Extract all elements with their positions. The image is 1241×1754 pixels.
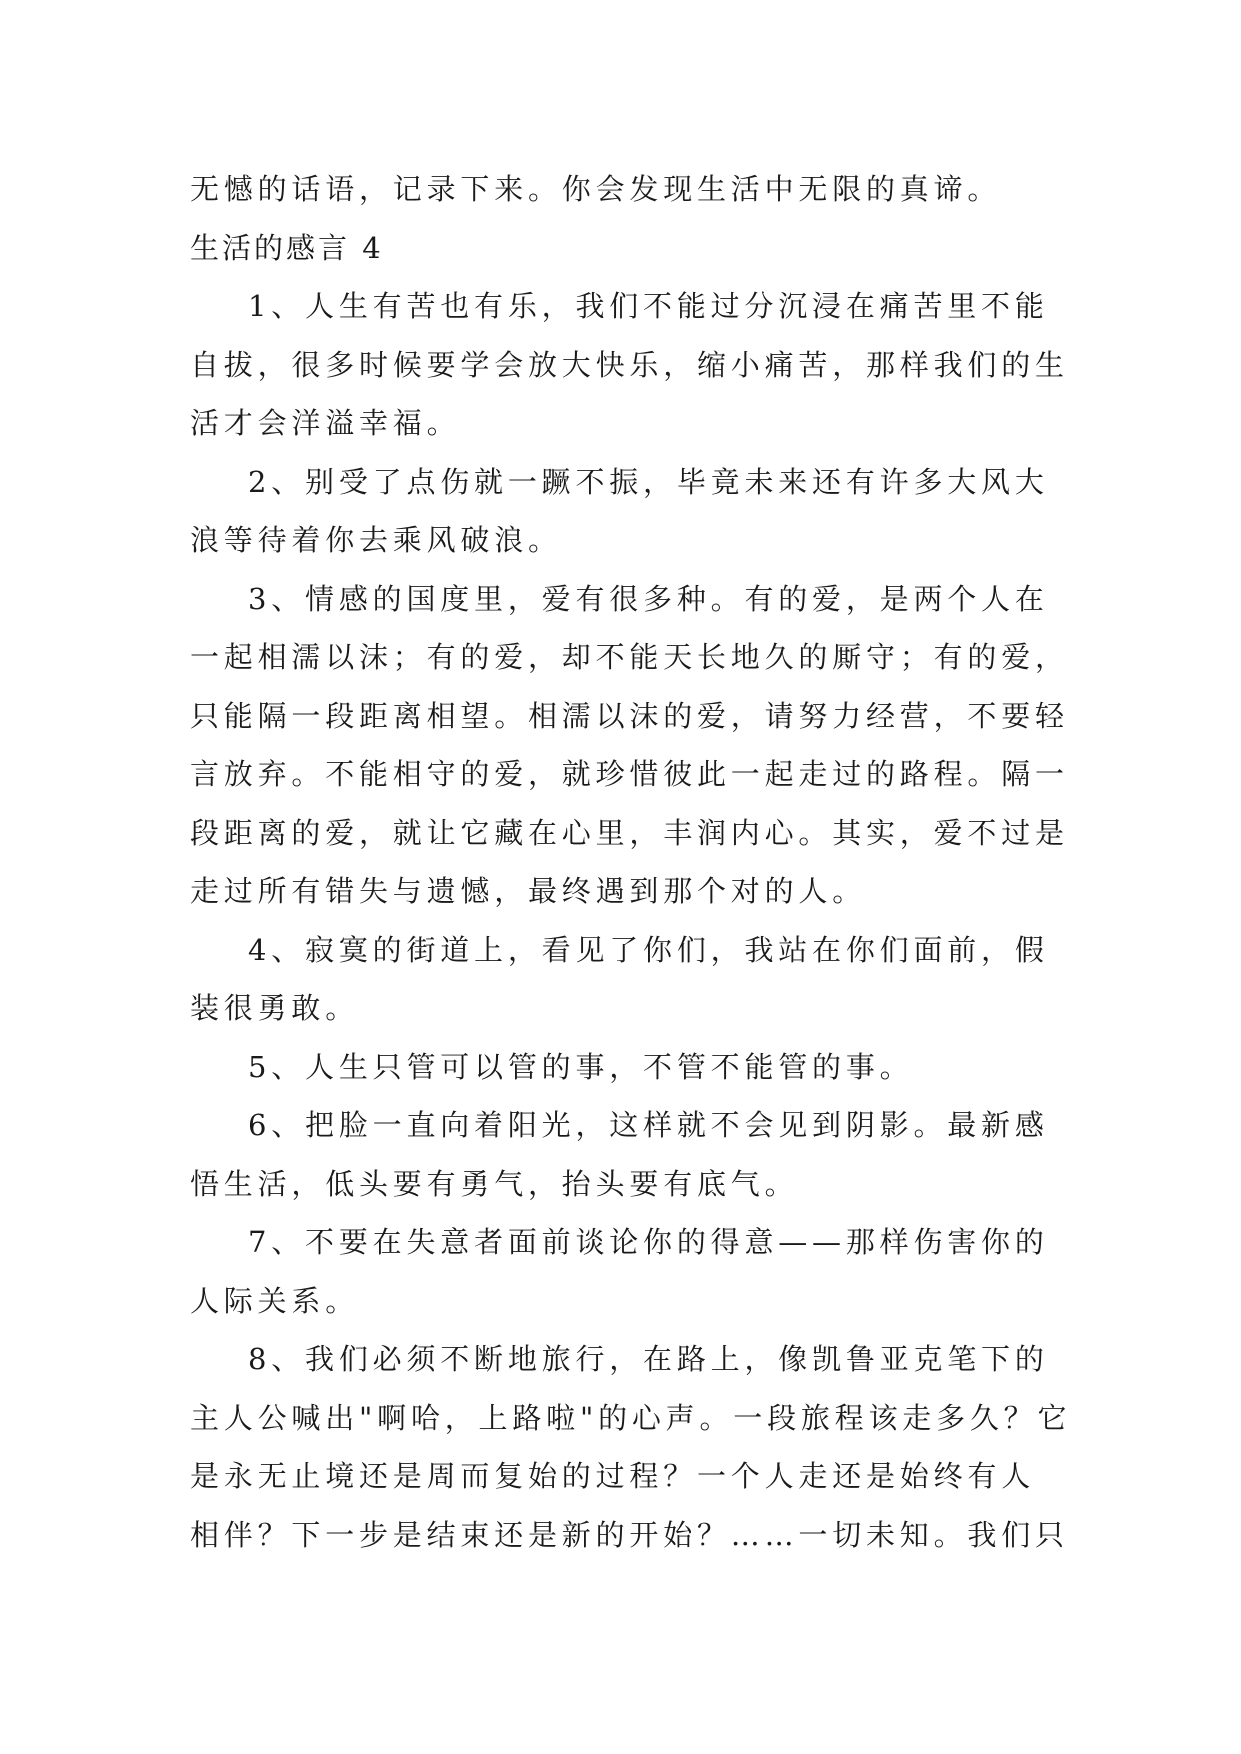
paragraph-line: 自拔，很多时候要学会放大快乐，缩小痛苦，那样我们的生	[190, 347, 1069, 382]
paragraph-5	[190, 1038, 1062, 1097]
paragraph-line: 人际关系。	[190, 1283, 360, 1318]
paragraph-line: 6、把脸一直向着阳光，这样就不会见到阴影。最新感	[248, 1108, 1049, 1142]
paragraph-line: 2、别受了点伤就一蹶不振，毕竟未来还有许多大风大	[248, 464, 1049, 499]
paragraph-line: 3、情感的国度里，爱有很多种。有的爱，是两个人在	[248, 581, 1049, 616]
paragraph-2	[190, 453, 1062, 570]
document-body	[190, 160, 1072, 1564]
paragraph-line: 是永无止境还是周而复始的过程？一个人走还是始终有人	[190, 1459, 1036, 1493]
paragraph-3	[190, 570, 1069, 921]
paragraph-line: 言放弃。不能相守的爱，就珍惜彼此一起走过的路程。隔一	[190, 757, 1069, 791]
paragraph-line: 4、寂寞的街道上，看见了你们，我站在你们面前，假	[248, 932, 1049, 967]
paragraph-line: 主人公喊出"啊哈，上路啦"的心声。一段旅程该走多久？它	[190, 1400, 1072, 1435]
section-heading: 生活的感言 4	[190, 230, 384, 265]
paragraph-line: 装很勇敢。	[190, 991, 360, 1025]
paragraph-line: 活才会洋溢幸福。	[190, 406, 461, 440]
paragraph-6	[190, 1096, 1062, 1213]
paragraph-4	[190, 921, 1062, 1038]
paragraph-line: 8、我们必须不断地旅行，在路上，像凯鲁亚克笔下的	[248, 1342, 1049, 1376]
paragraph-line: 相伴？下一步是结束还是新的开始？……一切未知。我们只	[190, 1517, 1069, 1552]
paragraph-line: 浪等待着你去乘风破浪。	[190, 523, 562, 557]
paragraph-8	[190, 1330, 1072, 1564]
paragraph-line: 5、人生只管可以管的事，不管不能管的事。	[248, 1049, 914, 1084]
paragraph-1	[190, 277, 1069, 453]
paragraph-line: 段距离的爱，就让它藏在心里，丰润内心。其实，爱不过是	[190, 815, 1069, 850]
paragraph-line: 1、人生有苦也有乐，我们不能过分沉浸在痛苦里不能	[248, 289, 1049, 323]
continuation-line: 无憾的话语，记录下来。你会发现生活中无限的真谛。	[190, 172, 1002, 206]
paragraph-7	[190, 1213, 1062, 1330]
paragraph-line: 走过所有错失与遗憾，最终遇到那个对的人。	[190, 874, 867, 908]
paragraph-line: 7、不要在失意者面前谈论你的得意——那样伤害你的	[248, 1225, 1049, 1259]
paragraph-line: 只能隔一段距离相望。相濡以沫的爱，请努力经营，不要轻	[190, 698, 1069, 733]
paragraph-line: 悟生活，低头要有勇气，抬头要有底气。	[190, 1166, 799, 1201]
paragraph-line: 一起相濡以沫；有的爱，却不能天长地久的厮守；有的爱，	[190, 640, 1069, 674]
